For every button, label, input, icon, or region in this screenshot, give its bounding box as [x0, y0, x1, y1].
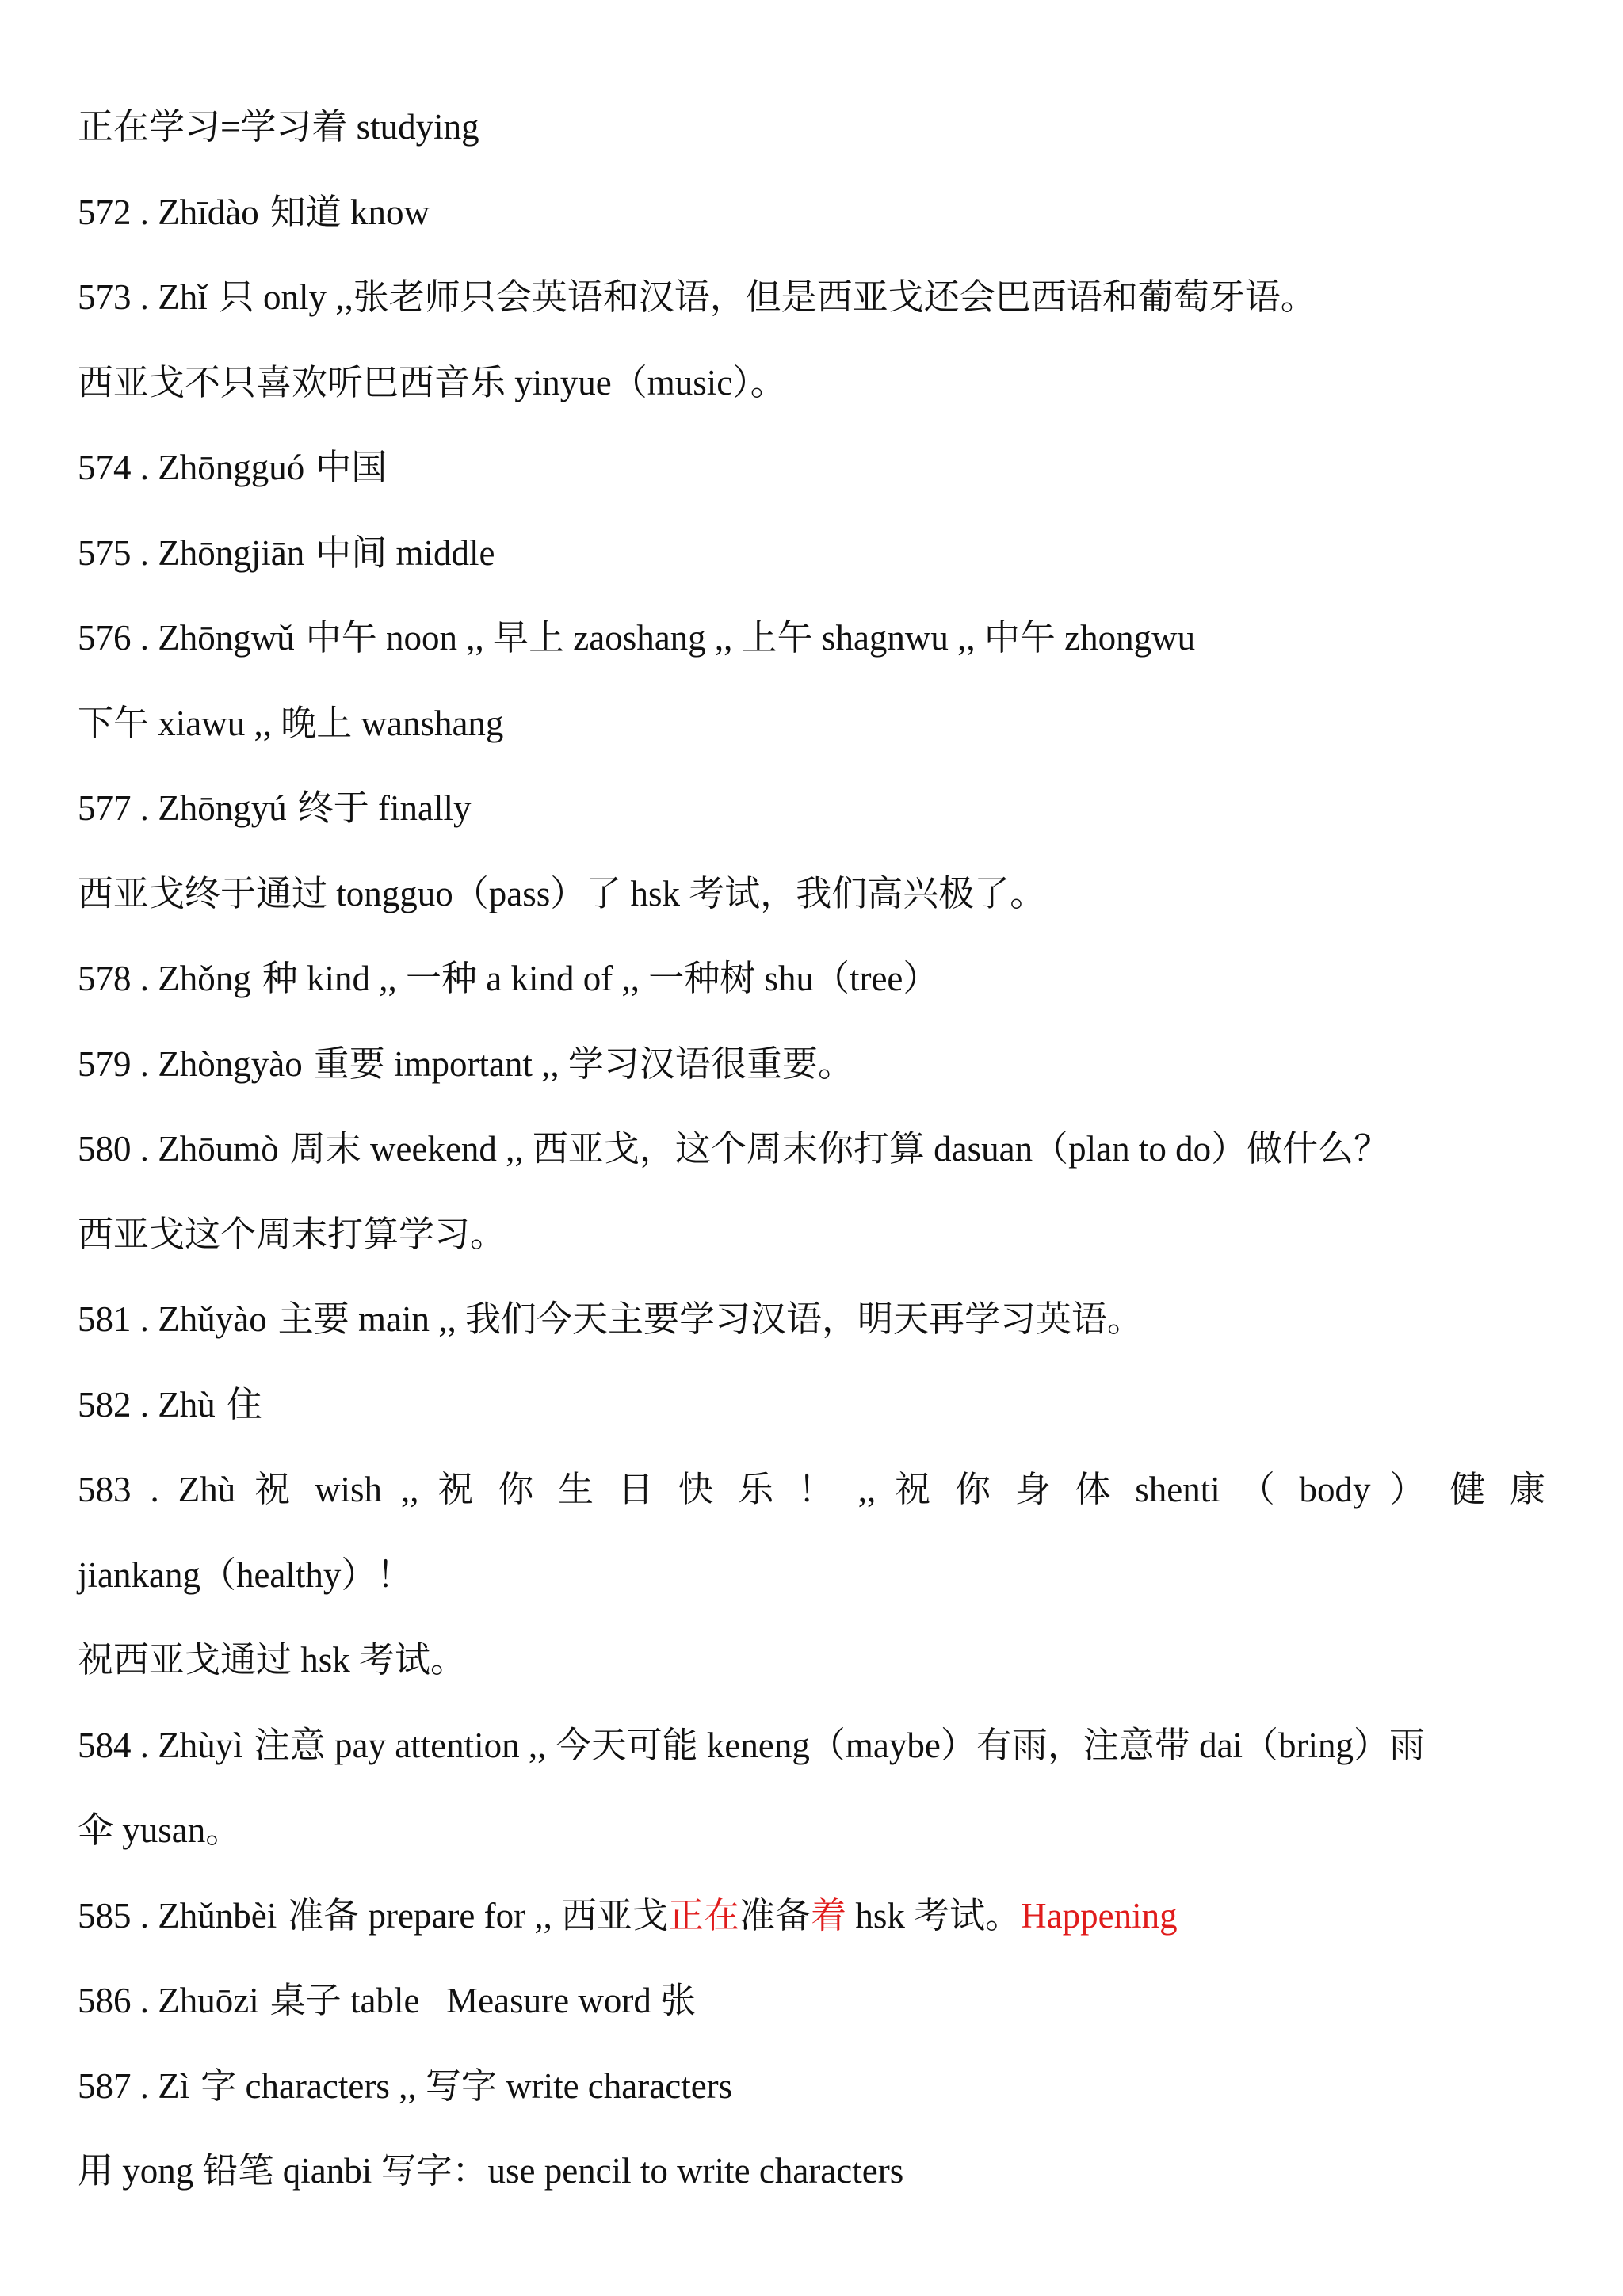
entry-579: 579 . Zhòngyào 重要 important ,, 学习汉语很重要。: [78, 1043, 854, 1084]
entry-584: 584 . Zhùyì 注意 pay attention ,, 今天可能 keneng（maybe）有雨，注意带 dai（bring）雨: [78, 1725, 1426, 1765]
entry-576: 576 . Zhōngwǔ 中午 noon ,, 早上 zaoshang ,, 上午 shagnwu ,, 中午 zhongwu: [78, 618, 1196, 658]
entry-body: 知道 know: [269, 192, 430, 232]
entry-body: 注意 pay attention ,, 今天可能 keneng（maybe）有雨，注意带 dai（bring）雨: [254, 1725, 1426, 1765]
line-text: 西亚戈这个周末打算学习。: [78, 1214, 506, 1254]
entry-pinyin: Zì: [158, 2065, 190, 2106]
line-583-continued: [78, 1550, 1545, 1635]
entry-pinyin: Zhīdào: [158, 192, 259, 232]
line-text: 西亚戈不只喜欢听巴西音乐 yinyue（music）。: [78, 362, 786, 402]
line-584-continued: [78, 1805, 1545, 1890]
entry-number: 582: [78, 1384, 132, 1425]
entry-pinyin: Zhuōzi: [158, 1981, 259, 2020]
line-text: 正在学习=学习着 studying: [78, 107, 479, 147]
entry-pinyin: Zhòngyào: [158, 1043, 303, 1084]
entry-587: 587 . Zì 字 characters ,, 写字 write characters: [78, 2065, 733, 2106]
entry-body: 重要 important ,, 学习汉语很重要。: [313, 1043, 854, 1084]
entry-number: 572: [78, 192, 132, 232]
line-text: jiankang（healthy）！: [78, 1554, 413, 1595]
entry-577: 577 . Zhōngyú 终于 finally: [78, 788, 472, 828]
entry-number: 581: [78, 1299, 132, 1339]
entry-574: 574 . Zhōngguó 中国: [78, 448, 388, 487]
entry-573: 573 . Zhǐ 只 only ,,张老师只会英语和汉语，但是西亚戈还会巴西语和葡萄牙语。: [78, 277, 1316, 317]
line-text: 祝西亚戈通过 hsk 考试。: [78, 1640, 467, 1680]
entry-body: 主要 main ,, 我们今天主要学习汉语，明天再学习英语。: [277, 1299, 1143, 1339]
highlight-zhe: 着: [811, 1895, 847, 1936]
entry-pinyin: Zhǒng: [158, 959, 251, 998]
entry-pinyin: Zhōngguó: [158, 448, 305, 487]
entry-body: 准备 prepare for ,, 西亚戈: [288, 1895, 669, 1936]
line-text: 西亚戈终于通过 tongguo（pass）了 hsk 考试，我们高兴极了。: [78, 873, 1046, 913]
entry-number: 574: [78, 448, 132, 487]
entry-number: 587: [78, 2065, 132, 2106]
entry-585: 585 . Zhǔnbèi 准备 prepare for ,, 西亚戈正在准备着 hsk 考试。Happening: [78, 1895, 1178, 1936]
entry-pinyin: Zhōngyú: [158, 788, 287, 828]
line-587-example: [78, 2145, 1545, 2231]
entry-number: 579: [78, 1043, 132, 1084]
line-text: 下午 xiawu ,, 晚上 wanshang: [78, 703, 504, 743]
entry-pinyin: Zhōumò: [158, 1129, 279, 1169]
entry-578: 578 . Zhǒng 种 kind ,, 一种 a kind of ,, 一种树 shu（tree）: [78, 959, 939, 998]
line-576-continued: [78, 698, 1545, 784]
highlight-happening: Happening: [1021, 1895, 1178, 1936]
entry-number: 584: [78, 1725, 132, 1765]
entry-body-mid: 准备: [739, 1895, 812, 1936]
entry-pinyin: Zhù: [158, 1384, 216, 1425]
entry-575: 575 . Zhōngjiān 中间 middle: [78, 532, 495, 573]
entry-582: 582 . Zhù 住: [78, 1384, 262, 1425]
entry-581: 581 . Zhǔyào 主要 main ,, 我们今天主要学习汉语，明天再学习英语。: [78, 1299, 1143, 1339]
entry-body: 只 only ,,张老师只会英语和汉语，但是西亚戈还会巴西语和葡萄牙语。: [218, 277, 1316, 317]
line-583-example: [78, 1634, 1545, 1720]
entry-body: 桌子 table Measure word 张: [269, 1981, 697, 2020]
entry-pinyin: Zhōngwǔ: [158, 618, 295, 658]
entry-number: 576: [78, 618, 132, 658]
entry-number: 577: [78, 788, 132, 828]
highlight-zhengzai: 正在: [668, 1895, 740, 1936]
entry-body: 终于 finally: [297, 788, 472, 828]
line-577-example: [78, 868, 1545, 954]
line-text: 伞 yusan。: [78, 1810, 242, 1850]
entry-body: 周末 weekend ,, 西亚戈，这个周末你打算 dasuan（plan to do）做什么？: [289, 1129, 1390, 1169]
line-573-example: [78, 357, 1545, 443]
entry-body: 住: [226, 1384, 262, 1425]
entry-number: 573: [78, 277, 132, 317]
entry-body: 中午 noon ,, 早上 zaoshang ,, 上午 shagnwu ,, 中午 zhongwu: [305, 618, 1196, 658]
entry-586: 586 . Zhuōzi 桌子 table Measure word 张: [78, 1981, 697, 2020]
entry-number: 586: [78, 1981, 132, 2020]
entry-body: 字 characters ,, 写字 write characters: [200, 2065, 733, 2106]
entry-pinyin: Zhōngjiān: [158, 532, 305, 573]
line-text: 用 yong 铅笔 qianbi 写字：use pencil to write characters: [78, 2151, 904, 2191]
entry-572: 572 . Zhīdào 知道 know: [78, 192, 430, 232]
entry-body: 种 kind ,, 一种 a kind of ,, 一种树 shu（tree）: [262, 959, 939, 998]
entry-body-tail: hsk 考试。: [846, 1895, 1022, 1936]
entry-pinyin: Zhùyì: [158, 1725, 243, 1765]
entry-pinyin: Zhǔnbèi: [158, 1895, 277, 1936]
entry-number: 575: [78, 532, 132, 573]
entry-pinyin: Zhǔyào: [158, 1299, 267, 1339]
line-580-example: [78, 1209, 1545, 1295]
entry-number: 585: [78, 1895, 132, 1936]
entry-number: 578: [78, 959, 132, 998]
entry-number: 580: [78, 1129, 132, 1169]
entry-583: 583 . Zhù 祝 wish ,, 祝 你 生 日 快 乐 ！ ,, 祝 你 身 体 shenti （ body ） 健 康: [78, 1470, 1545, 1509]
entry-580: 580 . Zhōumò 周末 weekend ,, 西亚戈，这个周末你打算 dasuan（plan to do）做什么？: [78, 1129, 1390, 1169]
entry-pinyin: Zhǐ: [158, 277, 208, 317]
entry-body: 中国: [315, 448, 388, 487]
line-studying-note: [78, 101, 1545, 187]
entry-body: 中间 middle: [315, 532, 495, 573]
